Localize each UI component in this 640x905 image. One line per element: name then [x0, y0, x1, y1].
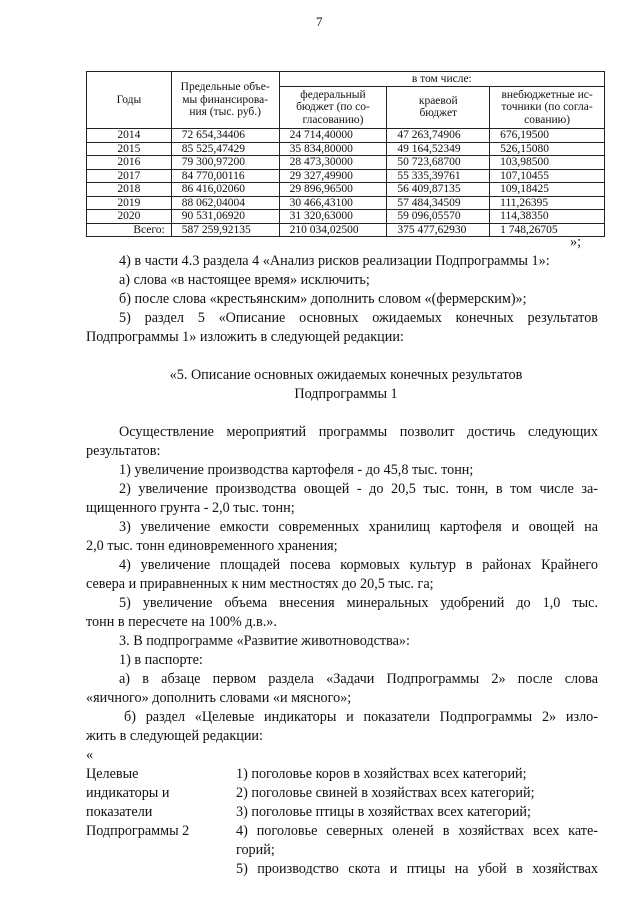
- table-row: [87, 169, 605, 183]
- indicator-5: 5) производство скота и птицы на убой в хозяйствах: [236, 861, 598, 877]
- cell-extra: 114,38350: [490, 210, 605, 224]
- cell-year: 2020: [87, 210, 172, 224]
- open-quote: «: [86, 747, 94, 763]
- header-extrabudget: внебюджетные ис- точники (по согла- сованию): [490, 86, 605, 129]
- cell-fed: 24 714,40000: [279, 129, 387, 143]
- header-total: Предельные объе- мы финансирова- ния (тыс. руб.): [171, 72, 279, 129]
- cell-total: 86 416,02060: [171, 183, 279, 197]
- cell-total-label: Всего:: [87, 223, 172, 237]
- cell-total: 85 525,47429: [171, 142, 279, 156]
- table-row: [87, 210, 605, 224]
- paragraph-4a: а) слова «в настоящее время» исключить;: [119, 272, 370, 288]
- cell-reg: 55 335,39761: [387, 169, 490, 183]
- cell-reg: 59 096,05570: [387, 210, 490, 224]
- paragraph-b-line2: жить в следующей редакции:: [86, 728, 263, 744]
- section-title-line2: Подпрограммы 1: [294, 386, 398, 402]
- table-row: [87, 183, 605, 197]
- paragraph-4b: б) после слова «крестьянским» дополнить словом «(фермерским)»;: [119, 291, 527, 307]
- table-row: [87, 129, 605, 143]
- paragraph-intro-line2: результатов:: [86, 443, 161, 459]
- cell-extra: 107,10455: [490, 169, 605, 183]
- indicator-label-line1: Целевые: [86, 766, 139, 782]
- paragraph-3: 3. В подпрограмме «Развитие животноводства»:: [119, 633, 410, 649]
- cell-fed: 29 327,49900: [279, 169, 387, 183]
- table-total-row: [87, 223, 605, 237]
- cell-total: 79 300,97200: [171, 156, 279, 170]
- paragraph-b-line1: б) раздел «Целевые индикаторы и показатели Подпрограммы 2» изло-: [124, 709, 598, 725]
- cell-reg: 375 477,62930: [387, 223, 490, 237]
- cell-year: 2016: [87, 156, 172, 170]
- table-row: [87, 196, 605, 210]
- indicator-4-line1: 4) поголовье северных оленей в хозяйствах всех кате-: [236, 823, 598, 839]
- cell-fed: 210 034,02500: [279, 223, 387, 237]
- cell-total: 88 062,04004: [171, 196, 279, 210]
- header-group: в том числе:: [279, 72, 604, 87]
- cell-reg: 56 409,87135: [387, 183, 490, 197]
- cell-fed: 35 834,80000: [279, 142, 387, 156]
- paragraph-5-line2: Подпрограммы 1» изложить в следующей редакции:: [86, 329, 404, 345]
- cell-total: 72 654,34406: [171, 129, 279, 143]
- result-2-line1: 2) увеличение производства овощей - до 20,5 тыс. тонн, в том числе за-: [119, 481, 598, 497]
- table-row: [87, 142, 605, 156]
- cell-fed: 30 466,43100: [279, 196, 387, 210]
- indicator-label-line2: индикаторы и: [86, 785, 170, 801]
- cell-extra: 676,19500: [490, 129, 605, 143]
- closing-quote: »;: [570, 234, 582, 250]
- cell-reg: 50 723,68700: [387, 156, 490, 170]
- cell-fed: 28 473,30000: [279, 156, 387, 170]
- result-2-line2: щищенного грунта - 2,0 тыс. тонн;: [86, 500, 295, 516]
- cell-fed: 29 896,96500: [279, 183, 387, 197]
- cell-fed: 31 320,63000: [279, 210, 387, 224]
- cell-total: 84 770,00116: [171, 169, 279, 183]
- result-1: 1) увеличение производства картофеля - до 45,8 тыс. тонн;: [119, 462, 474, 478]
- cell-extra: 111,26395: [490, 196, 605, 210]
- header-regional: краевой бюджет: [387, 86, 490, 129]
- result-5-line1: 5) увеличение объема внесения минеральных удобрений до 1,0 тыс.: [119, 595, 598, 611]
- paragraph-a-line1: а) в абзаце первом раздела «Задачи Подпрограммы 2» после слова: [119, 671, 598, 687]
- cell-extra: 103,98500: [490, 156, 605, 170]
- page-number: 7: [316, 14, 323, 29]
- indicator-4-line2: горий;: [236, 842, 275, 858]
- cell-year: 2017: [87, 169, 172, 183]
- paragraph-5-line1: 5) раздел 5 «Описание основных ожидаемых конечных результатов: [119, 310, 598, 326]
- cell-total: 90 531,06920: [171, 210, 279, 224]
- cell-reg: 47 263,74906: [387, 129, 490, 143]
- indicator-1: 1) поголовье коров в хозяйствах всех категорий;: [236, 766, 527, 782]
- cell-extra: 1 748,26705: [490, 223, 605, 237]
- result-4-line1: 4) увеличение площадей посева кормовых культур в районах Крайнего: [119, 557, 598, 573]
- table-row: [87, 156, 605, 170]
- paragraph-a-line2: «яичного» дополнить словами «и мясного»;: [86, 690, 352, 706]
- cell-year: 2014: [87, 129, 172, 143]
- financing-table: [86, 71, 605, 237]
- paragraph-4: 4) в части 4.3 раздела 4 «Анализ рисков реализации Подпрограммы 1»:: [119, 253, 550, 269]
- cell-year: 2018: [87, 183, 172, 197]
- result-3-line2: 2,0 тыс. тонн единовременного хранения;: [86, 538, 338, 554]
- indicator-label-line3: показатели: [86, 804, 153, 820]
- cell-year: 2019: [87, 196, 172, 210]
- indicator-2: 2) поголовье свиней в хозяйствах всех категорий;: [236, 785, 535, 801]
- table-header-row: [87, 72, 605, 87]
- header-years: Годы: [87, 72, 172, 129]
- paragraph-intro-line1: Осуществление мероприятий программы позволит достичь следующих: [119, 424, 598, 440]
- result-4-line2: севера и приравненных к ним местностях до 20,5 тыс. га;: [86, 576, 434, 592]
- header-federal: федеральный бюджет (по со- гласованию): [279, 86, 387, 129]
- indicator-label-line4: Подпрограммы 2: [86, 823, 190, 839]
- cell-reg: 49 164,52349: [387, 142, 490, 156]
- cell-extra: 109,18425: [490, 183, 605, 197]
- cell-total: 587 259,92135: [171, 223, 279, 237]
- indicator-3: 3) поголовье птицы в хозяйствах всех категорий;: [236, 804, 531, 820]
- cell-year: 2015: [87, 142, 172, 156]
- cell-reg: 57 484,34509: [387, 196, 490, 210]
- cell-extra: 526,15080: [490, 142, 605, 156]
- section-title-line1: «5. Описание основных ожидаемых конечных результатов: [169, 367, 523, 383]
- paragraph-passport: 1) в паспорте:: [119, 652, 203, 668]
- result-3-line1: 3) увеличение емкости современных хранилищ картофеля и овощей на: [119, 519, 598, 535]
- result-5-line2: тонн в пересчете на 100% д.в.».: [86, 614, 277, 630]
